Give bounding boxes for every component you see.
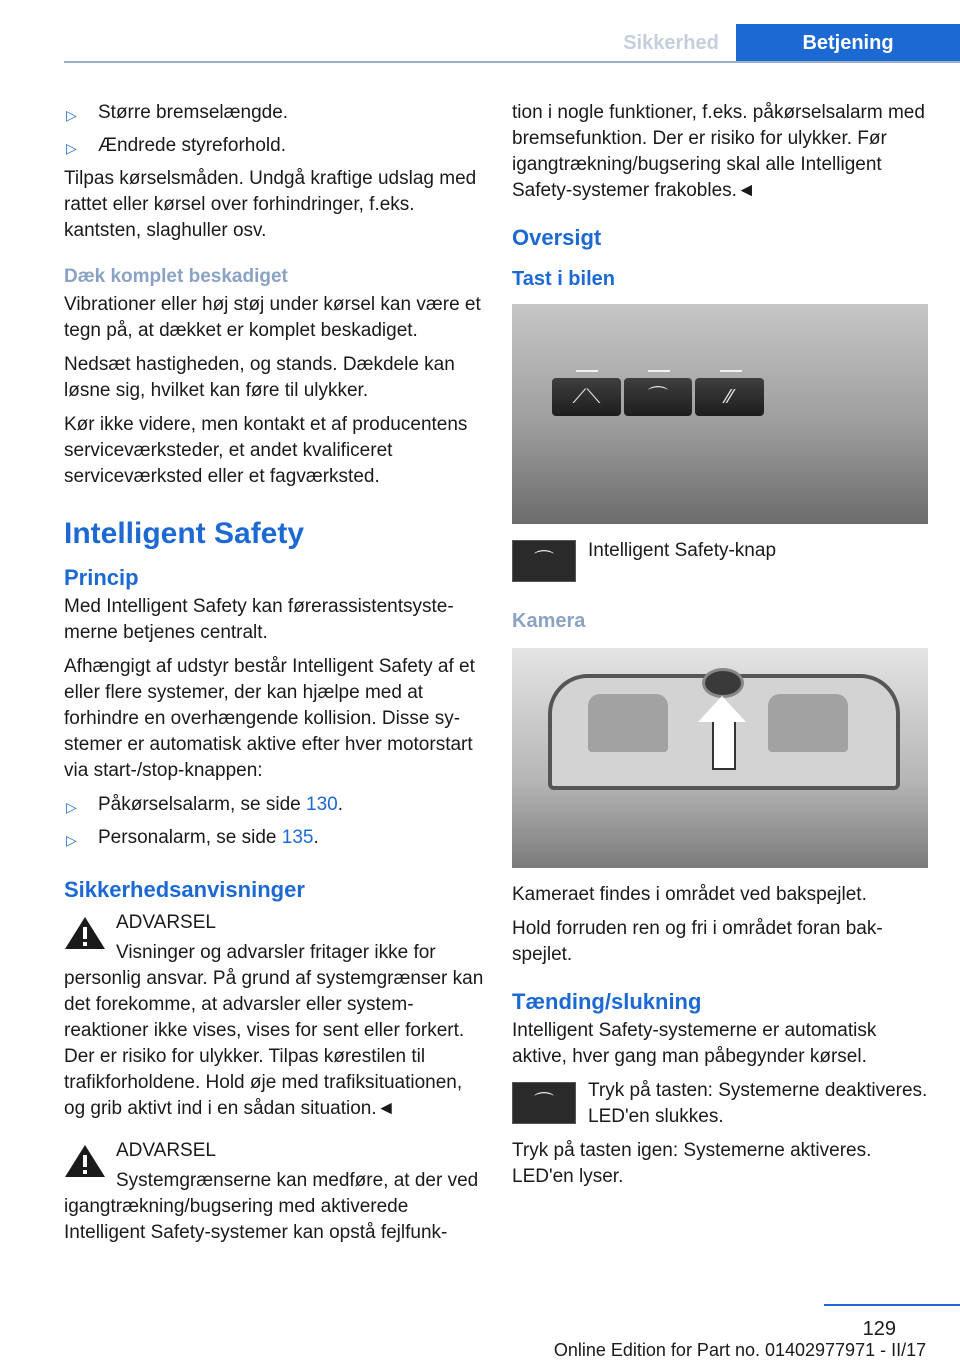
heading-tast-i-bilen: Tast i bilen (512, 268, 615, 290)
paragraph: Afhængigt af udstyr består Intelligent Safety af et eller flere systemer, der kan hjælpe med at forhindre en overhængende kollision. Disse systemer er automatisk aktive efter hver motorstart via start-/stop-knappen: (64, 656, 475, 781)
paragraph: Hold forruden ren og fri i området foran bakspejlet. (512, 918, 883, 965)
left-column (64, 100, 484, 1254)
warning-text: Visninger og advarsler fritager ikke for personlig ansvar. På grund af systemgrænser kan det forekomme, at advarsler eller systemreaktioner ikke vises, vises for sent eller forkert. Der er risiko for ulykker. Tilpas kørestilen til trafikforholdene. Hold øje med trafiksituationen, og grib aktivt ind i en sådan situation.◄ (64, 942, 484, 1119)
page-link-135[interactable]: 135 (281, 827, 314, 848)
lane-departure-icon: ⁄⁄ (695, 378, 764, 416)
warning-title: ADVARSEL (116, 1140, 216, 1161)
warning-block (64, 1138, 484, 1246)
header-rule (64, 61, 960, 63)
warning-triangle-icon (64, 1144, 106, 1178)
list-item: ▷ Personalarm, se side 135. (64, 825, 484, 858)
heading-toggle: Tænding/slukning (512, 989, 702, 1014)
heading-oversigt: Oversigt (512, 225, 602, 250)
warning-triangle-icon (64, 916, 106, 950)
arrow-up-icon (698, 696, 746, 722)
paragraph: Tilpas kørselsmåden. Undgå kraftige udslag med rattet eller kørsel over forhindringer, f.eks. kantsten, slaghuller osv. (64, 168, 477, 241)
list-item-text: Ændrede styreforhold. (98, 135, 286, 156)
page-number: 129 (862, 1318, 896, 1340)
edition-note: Online Edition for Part no. 01402977971 - II/17 (553, 1340, 927, 1360)
key-instruction (512, 1078, 928, 1130)
warning-title: ADVARSEL (116, 912, 216, 933)
paragraph: Vibrationer eller høj støj under kørsel kan være et tegn på, at dækket er komplet beskadiget. (64, 294, 481, 341)
triangle-right-icon: ▷ (66, 799, 77, 815)
paragraph: Med Intelligent Safety kan førerassistentsystemerne betjenes centralt. (64, 596, 454, 643)
intelligent-safety-key-icon: ⌒ (512, 540, 576, 582)
triangle-right-icon: ▷ (66, 140, 77, 156)
heading-kamera: Kamera (512, 610, 586, 632)
list-item-text: Større bremselængde. (98, 102, 289, 123)
triangle-right-icon: ▷ (66, 832, 77, 848)
header-bar (0, 0, 960, 62)
camera-photo (512, 648, 928, 868)
paragraph: Tryk på tasten igen: Systemerne aktiveres. LED'en lyser. (512, 1140, 872, 1187)
heading-safety-notes: Sikkerhedsanvisninger (64, 877, 305, 902)
paragraph: Tryk på tasten: Systemerne deaktiveres. LED'en slukkes. (588, 1080, 928, 1127)
camera-icon (702, 668, 744, 698)
paragraph: tion i nogle funktioner, f.eks. påkørselsalarm med bremsefunktion. Der er risiko for ulykker. Før igangtrækning/bugsering skal alle Intelligent Safety-systemer frakobles.◄ (512, 102, 925, 201)
heading-princip: Princip (64, 565, 139, 590)
paragraph: Intelligent Safety-systemerne er automatisk aktive, hver gang man påbegynder kørsel. (512, 1020, 877, 1067)
subheading-tire-damage: Dæk komplet beskadiget (64, 266, 288, 287)
tab-betjening[interactable]: Betjening (736, 24, 960, 62)
list-item (64, 100, 484, 133)
button-panel-photo (512, 304, 928, 524)
page-link-130[interactable]: 130 (306, 794, 338, 815)
intelligent-safety-key-icon: ⌒ (512, 1082, 576, 1124)
triangle-right-icon: ▷ (66, 107, 77, 123)
right-column (512, 100, 928, 1198)
key-legend (512, 540, 928, 586)
list-item-text: Personalarm, se side (98, 827, 282, 848)
paragraph: Nedsæt hastigheden, og stands. Dækdele kan løsne sig, hvilket kan føre til ulykker. (64, 354, 455, 401)
paragraph: Kameraet findes i området ved bakspejlet. (512, 884, 867, 905)
tab-sikkerhed[interactable]: Sikkerhed (623, 32, 719, 54)
warning-block (64, 910, 484, 1122)
intelligent-safety-key-icon: ⌒ (624, 378, 693, 416)
warning-text: Systemgrænserne kan medføre, at der ved igangtrækning/bugsering med aktiverede Intelligent Safety-systemer kan opstå fejlfunk- (64, 1170, 479, 1243)
list-item (64, 133, 484, 166)
paragraph: Kør ikke videre, men kontakt et af producentens serviceværksteder, et andet kvalificeret serviceværksted eller et fagværksted. (64, 414, 468, 487)
list-item: ▷ Påkørselsalarm, se side 130. (64, 792, 484, 825)
footer-rule (824, 1304, 960, 1306)
lane-icon: ⟋⟍ (552, 378, 621, 416)
list-item-text: Påkørselsalarm, se side (98, 794, 307, 815)
section-title: Intelligent Safety (64, 517, 305, 550)
key-label: Intelligent Safety-knap (588, 540, 777, 561)
